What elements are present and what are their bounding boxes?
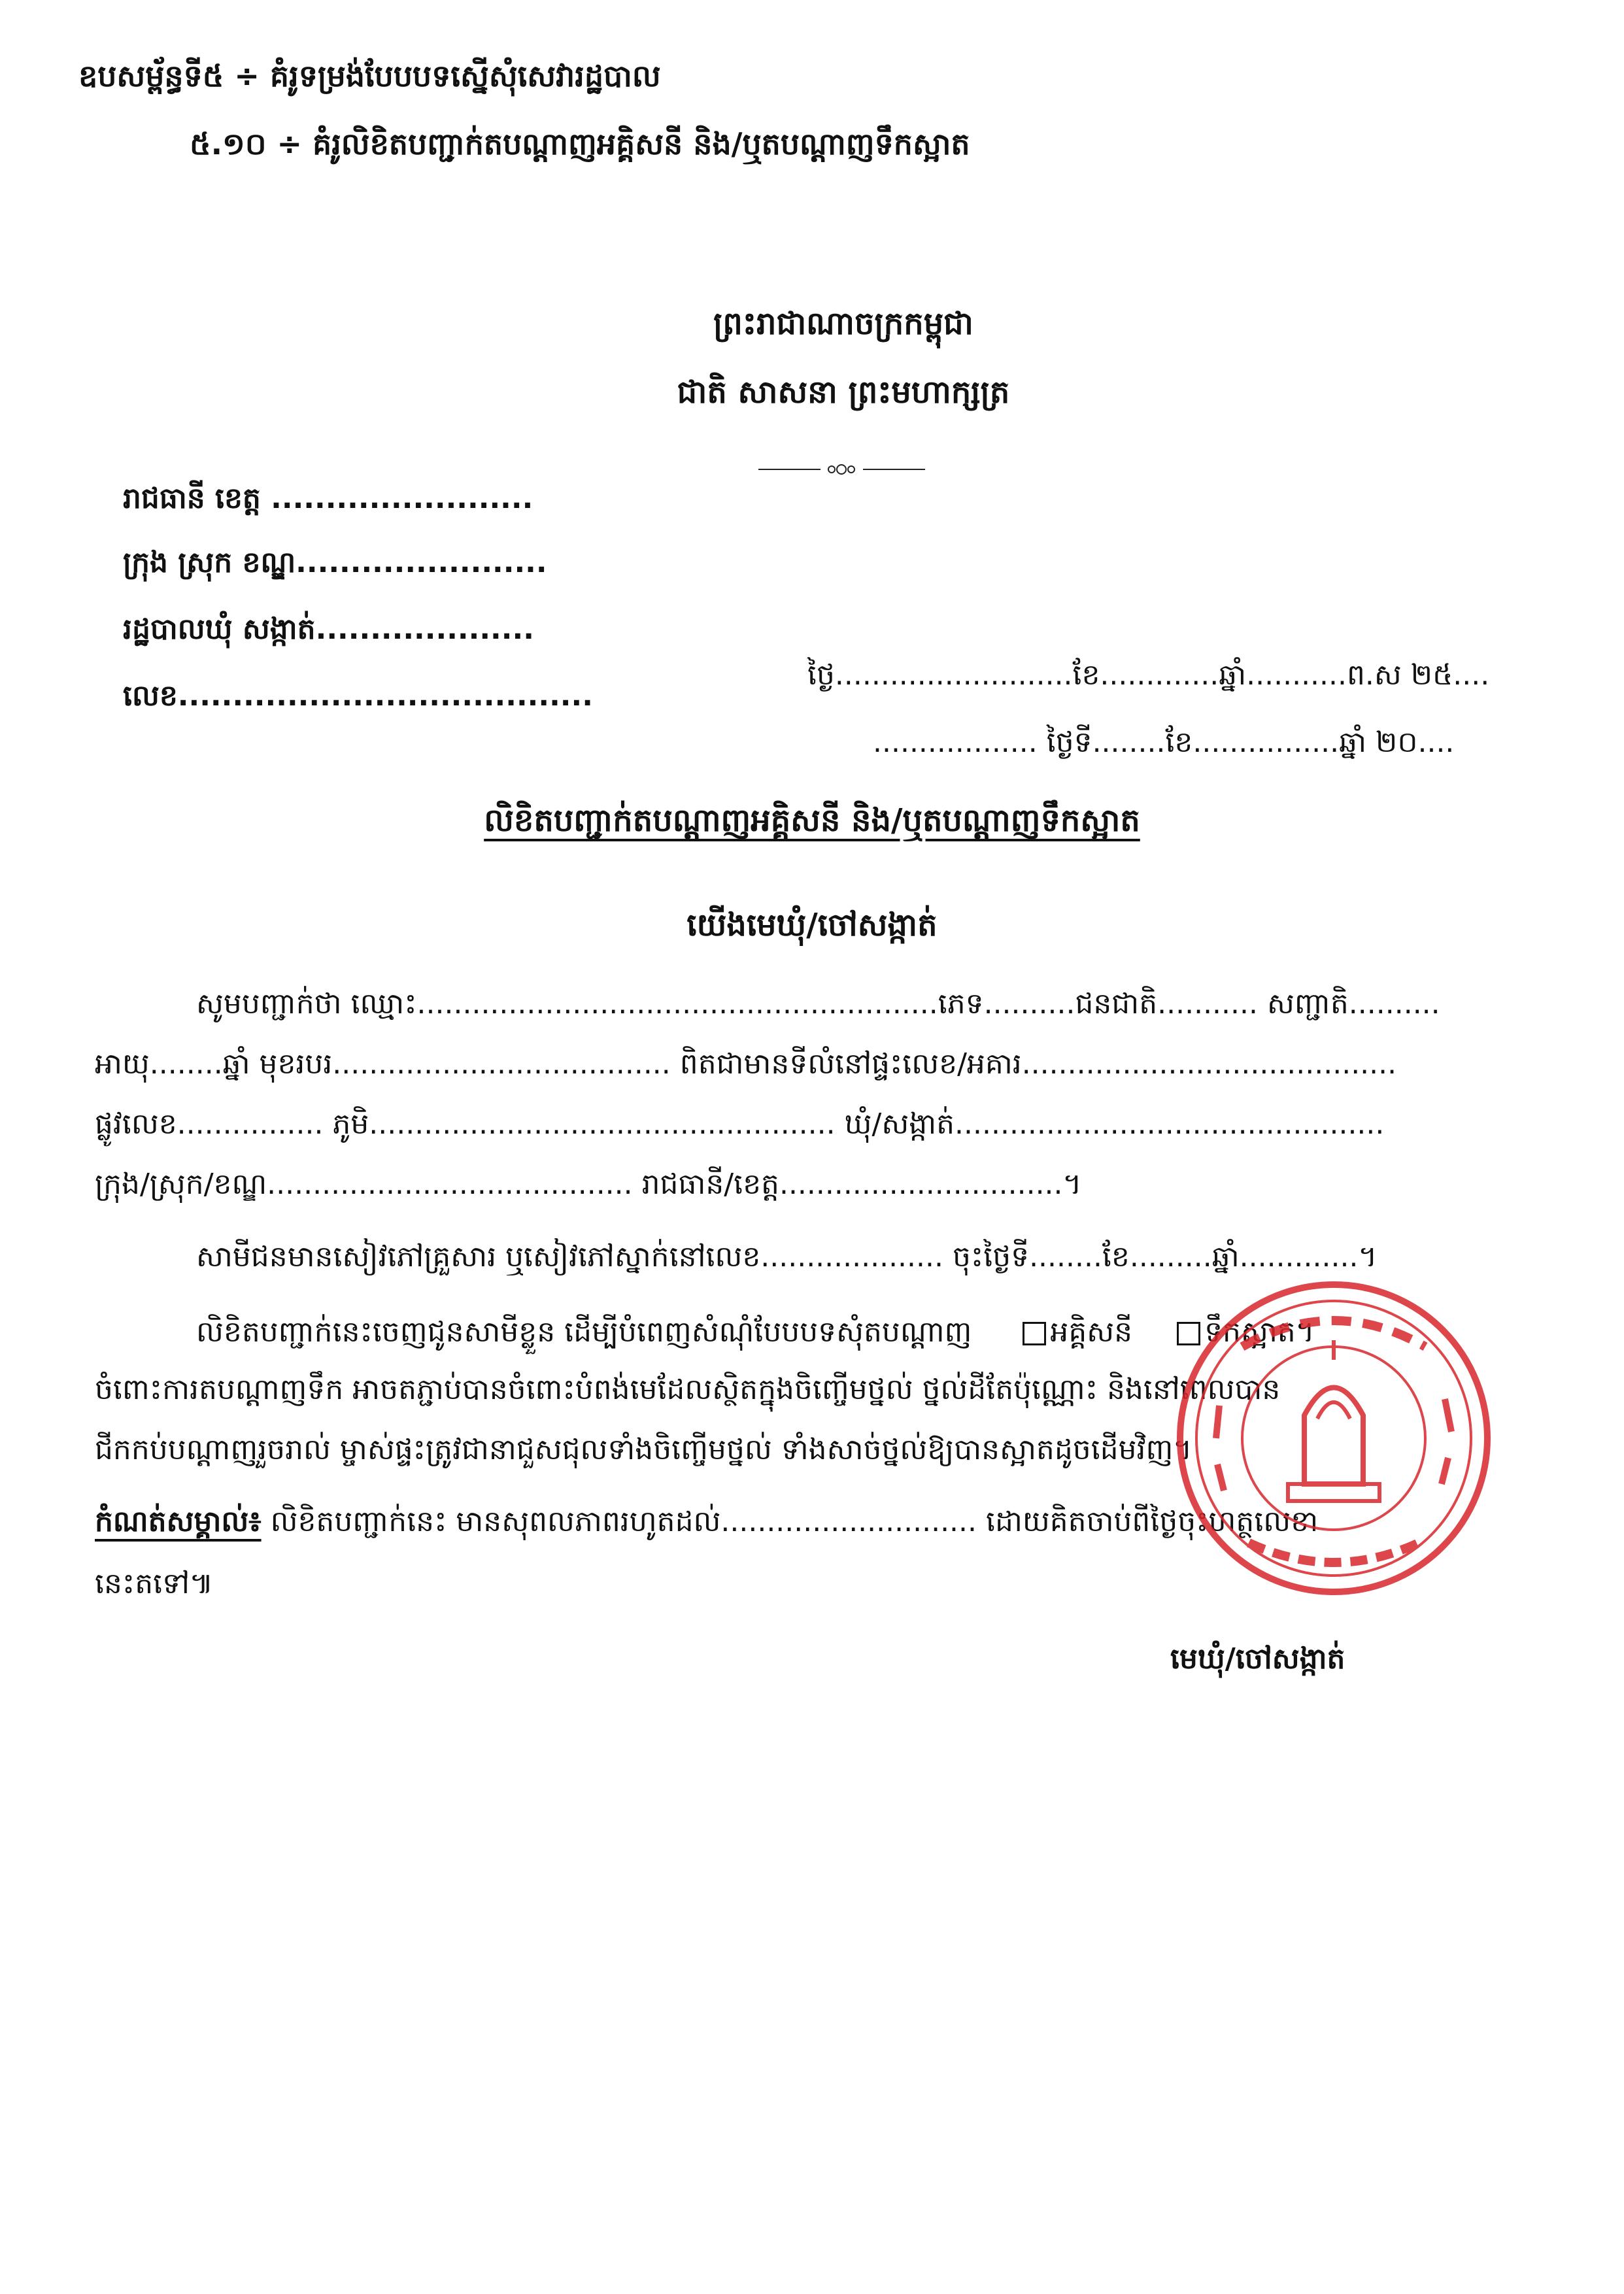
form-subtitle: ៥.១០ ÷ គំរូលិខិតបញ្ជាក់តបណ្ដាញអគ្គិសនី និង/ឬតបណ្ដាញទឹកស្អាត: [190, 126, 970, 161]
kingdom-name: ព្រះរាជាណាចក្រកម្ពុជា: [713, 305, 973, 342]
reference-number-line: លេខ......................................: [123, 679, 593, 713]
electricity-checkbox[interactable]: [1023, 1322, 1046, 1345]
electricity-label: អគ្គិសនី: [1050, 1315, 1133, 1349]
lunar-date-line: ថ្ងៃ..........................ខែ.............ឆ្នាំ...........ព.ស ២៥....: [807, 658, 1490, 692]
kingdom-motto: ជាតិ សាសនា ព្រះមហាក្សត្រ: [677, 374, 1010, 411]
purpose-text: លិខិតបញ្ជាក់នេះចេញជូនសាមីខ្លួន ដើម្បីបំពេញសំណុំបែបបទសុំតបណ្ដាញ: [196, 1315, 972, 1349]
ornament-divider: [758, 463, 925, 476]
note-label: កំណត់សម្គាល់៖: [95, 1505, 262, 1538]
annex-heading: ឧបសម្ព័ន្ធទី៥ ÷ គំរូទម្រង់បែបបទស្នើសុំសេវារដ្ឋបាល: [78, 58, 661, 93]
district-line: ក្រុង ស្រុក ខណ្ឌ.......................: [123, 546, 547, 579]
official-seal-stamp: [1170, 1268, 1497, 1608]
body-line-district: ក្រុង/ស្រុក/ខណ្ឌ........................................ រាជធានី/ខេត្ត...............................។: [95, 1168, 1082, 1201]
water-condition-line-1: ចំពោះការតបណ្ដាញទឹក អាចតភ្ជាប់បានចំពោះបំពង់មេដែលស្ថិតក្នុងចិញ្ចើមថ្នល់ ថ្នល់ដីតែប៉ុណ្ណោះ និងនៅពេលបាន: [95, 1373, 1281, 1406]
water-label: ទឹកស្អាត។: [1204, 1315, 1315, 1349]
note-text: លិខិតបញ្ជាក់នេះ មានសុពលភាពរហូតដល់............................ ដោយគិតចាប់ពីថ្ងៃចុះហត្ថលេខា: [261, 1505, 1319, 1538]
commune-line: រដ្ឋបាលឃុំ សង្កាត់....................: [123, 613, 534, 646]
body-line-street: ផ្លូវលេខ................ ភូមិ................................................... ឃុំ/សង្កាត់...............................................: [95, 1107, 1385, 1141]
note-end: នេះតទៅ៕: [95, 1567, 214, 1600]
signature-title: មេឃុំ/ចៅសង្កាត់: [1170, 1642, 1345, 1676]
document-title: លិខិតបញ្ជាក់តបណ្ដាញអគ្គិសនី និង/ឬតបណ្ដាញទឹកស្អាត: [484, 802, 1140, 839]
body-line-age: អាយុ........ឆ្នាំ មុខរបរ..................................... ពិតជាមានទីលំនៅផ្ទះលេខ/អគារ.........................................: [95, 1047, 1397, 1081]
body-line-name: សូមបញ្ជាក់ថា ឈ្មោះ.........................................................ភេទ..........ជនជាតិ........... សញ្ជាតិ..........: [196, 987, 1440, 1020]
note-line: [95, 1504, 1318, 1545]
water-condition-line-2: ជីកកប់បណ្ដាញរួចរាល់ ម្ចាស់ផ្ទះត្រូវជានាជួសជុលទាំងចិញ្ចើមថ្នល់ ទាំងសាច់ថ្នល់ឱ្យបានស្អាតដូចដើមវិញ។: [95, 1433, 1193, 1466]
solar-date-line: .................. ថ្ងៃទី........ខែ................ឆ្នាំ ២០....: [873, 726, 1455, 759]
purpose-line: [196, 1314, 1315, 1356]
issuer-heading: យើងមេឃុំ/ចៅសង្កាត់: [686, 907, 938, 943]
family-book-line: សាមីជនមានសៀវភៅគ្រួសារ ឬសៀវភៅស្នាក់នៅលេខ.................... ចុះថ្ងៃទី........ខែ.........ឆ្នាំ.............។: [196, 1240, 1378, 1274]
capital-province-line: រាជធានី ខេត្ត ........................: [123, 482, 533, 515]
